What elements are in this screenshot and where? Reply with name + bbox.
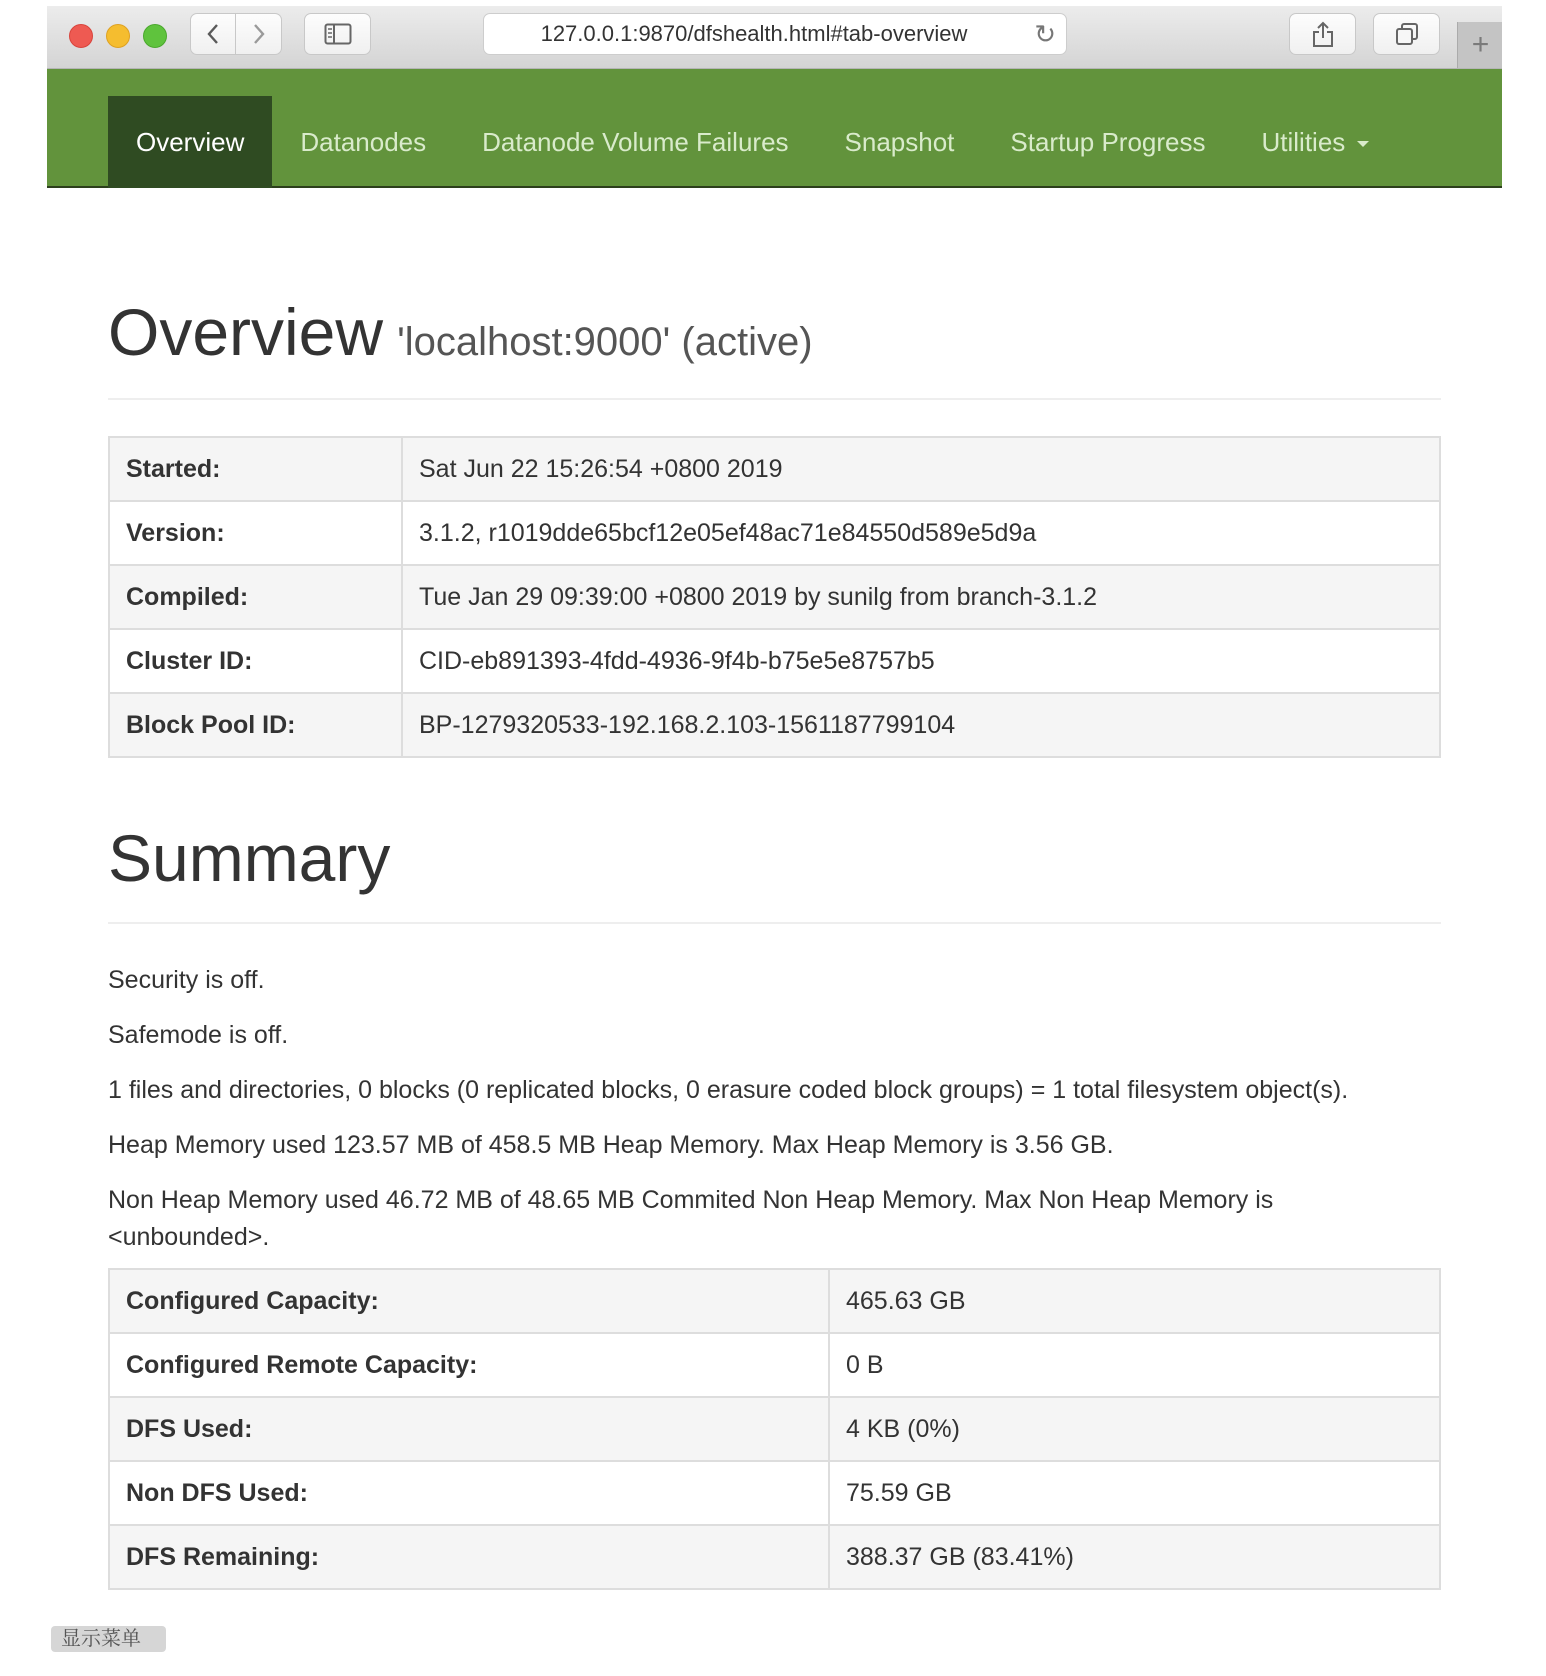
row-value: CID-eb891393-4fdd-4936-9f4b-b75e5e8757b5 [402, 629, 1440, 693]
summary-line-security: Security is off. [108, 966, 265, 994]
table-row [109, 1397, 1440, 1461]
table-row [109, 1525, 1440, 1589]
browser-toolbar [47, 6, 1502, 69]
nav-tab-datanodes[interactable] [272, 96, 454, 188]
row-key: Version: [109, 501, 402, 565]
summary-line-heap: Heap Memory used 123.57 MB of 458.5 MB Heap Memory. Max Heap Memory is 3.56 GB. [108, 1131, 1114, 1159]
reload-icon[interactable]: ↻ [1034, 19, 1056, 49]
address-bar[interactable] [483, 13, 1067, 55]
chevron-left-icon [206, 23, 220, 45]
plus-icon: + [1471, 28, 1490, 61]
row-value: 388.37 GB (83.41%) [829, 1525, 1440, 1589]
tabs-icon [1395, 22, 1419, 46]
forward-button[interactable] [236, 13, 282, 55]
nav-tab-label: Datanode Volume Failures [482, 127, 789, 157]
show-menu-button[interactable]: 显示菜单 [51, 1626, 166, 1652]
nav-tab-snapshot[interactable] [817, 96, 983, 188]
summary-line-nonheap: Non Heap Memory used 46.72 MB of 48.65 MB Commited Non Heap Memory. Max Non Heap Memory is <unbounded>. [108, 1186, 1274, 1251]
minimize-window-button[interactable] [106, 24, 130, 48]
table-row [109, 501, 1440, 565]
summary-title: Summary [108, 821, 391, 895]
overview-title: Overview [108, 295, 384, 369]
summary-header [108, 821, 1441, 924]
sidebar-icon [324, 23, 352, 45]
table-row [109, 629, 1440, 693]
chevron-right-icon [252, 23, 266, 45]
main-content [108, 188, 1441, 1590]
summary-line-files: 1 files and directories, 0 blocks (0 replicated blocks, 0 erasure coded block groups) = 1 total filesystem object(s). [108, 1076, 1349, 1104]
table-row [109, 1461, 1440, 1525]
table-row [109, 1269, 1440, 1333]
row-value: Sat Jun 22 15:26:54 +0800 2019 [402, 437, 1440, 501]
nav-tab-label: Overview [136, 127, 245, 157]
row-value: 465.63 GB [829, 1269, 1440, 1333]
row-key: DFS Used: [109, 1397, 829, 1461]
row-key: Compiled: [109, 565, 402, 629]
summary-line-safemode: Safemode is off. [108, 1021, 289, 1049]
show-tabs-button[interactable] [1373, 13, 1440, 55]
share-button[interactable] [1289, 13, 1356, 55]
table-row [109, 693, 1440, 757]
new-tab-button[interactable] [1457, 22, 1502, 68]
summary-table [108, 1268, 1441, 1590]
nav-tabs [108, 96, 1397, 188]
table-row [109, 565, 1440, 629]
summary-lines [108, 962, 1441, 1256]
back-button[interactable] [190, 13, 236, 55]
share-icon [1312, 20, 1334, 48]
row-value: 0 B [829, 1333, 1440, 1397]
nav-tab-label: Datanodes [300, 127, 427, 157]
nav-tab-startup-progress[interactable] [982, 96, 1233, 188]
row-value: 4 KB (0%) [829, 1397, 1440, 1461]
nav-tab-label: Utilities [1261, 127, 1346, 157]
nav-tab-utilities[interactable] [1234, 96, 1398, 188]
row-key: Configured Capacity: [109, 1269, 829, 1333]
overview-subtitle: 'localhost:9000' (active) [397, 320, 813, 364]
page-title [108, 294, 813, 370]
nav-tab-overview[interactable] [108, 96, 272, 188]
zoom-window-button[interactable] [143, 24, 167, 48]
row-key: Configured Remote Capacity: [109, 1333, 829, 1397]
caret-down-icon [1357, 141, 1369, 147]
row-key: Block Pool ID: [109, 693, 402, 757]
overview-table [108, 436, 1441, 758]
nav-tab-label: Startup Progress [1010, 127, 1206, 157]
close-window-button[interactable] [69, 24, 93, 48]
url-text[interactable]: 127.0.0.1:9870/dfshealth.html#tab-overview [540, 21, 968, 46]
top-navbar [47, 69, 1502, 188]
row-value: 3.1.2, r1019dde65bcf12e05ef48ac71e84550d589e5d9a [402, 501, 1440, 565]
row-key: Cluster ID: [109, 629, 402, 693]
row-key: Non DFS Used: [109, 1461, 829, 1525]
sidebar-button[interactable] [304, 13, 371, 55]
nav-tab-label: Snapshot [844, 127, 955, 157]
overview-header [108, 295, 1441, 400]
browser-window [47, 6, 1502, 1652]
row-key: Started: [109, 437, 402, 501]
table-row [109, 1333, 1440, 1397]
row-value: BP-1279320533-192.168.2.103-1561187799104 [402, 693, 1440, 757]
row-value: 75.59 GB [829, 1461, 1440, 1525]
row-value: Tue Jan 29 09:39:00 +0800 2019 by sunilg from branch-3.1.2 [402, 565, 1440, 629]
nav-tab-datanode-volume-failures[interactable] [454, 96, 816, 188]
table-row [109, 437, 1440, 501]
row-key: DFS Remaining: [109, 1525, 829, 1589]
